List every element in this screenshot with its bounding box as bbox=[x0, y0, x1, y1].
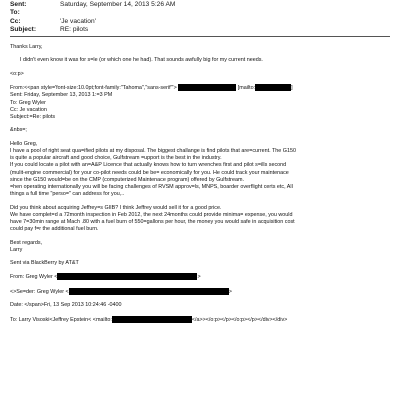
to-line: To: Greg Wyler bbox=[10, 99, 46, 106]
sent-label: Sent: bbox=[10, 0, 27, 8]
sender-line bbox=[10, 288, 392, 296]
paragraph-line: =hen operating internationally you will be facing challenges of RVSM approv=ls, MNPS, boarder overflight certs etc, All bbox=[10, 183, 293, 190]
header-divider bbox=[10, 36, 390, 37]
paragraph-line: have 7=30min range at Mach .80 with a fuel burn of 550=gallons per hour, the money you would safe in acquisition cost bbox=[10, 218, 295, 225]
paragraph-line: things a full time "perso=" can address for you,.. bbox=[10, 191, 125, 198]
from-suffix: ] bbox=[291, 85, 293, 92]
to-label: To: bbox=[10, 9, 20, 17]
paragraph-line: I have a pool of right seat qua=ified pilots at my disposal. The biggest challange is find pilots that are=current. The G150 bbox=[10, 147, 296, 154]
op-tag: <o:p> bbox=[10, 70, 24, 77]
hello-line: Hello Greg, bbox=[10, 140, 38, 147]
nbsp-line: &nbs=; bbox=[10, 127, 27, 134]
subject-value: RE: pilots bbox=[60, 26, 89, 34]
paragraph-1 bbox=[10, 148, 392, 198]
from-line bbox=[10, 84, 392, 92]
from2-line bbox=[10, 273, 392, 281]
from2-prefix: From: Greg Wyler < bbox=[10, 274, 58, 281]
sender-prefix: <>Se=der: Greg Wyler < bbox=[10, 288, 69, 295]
to2-line bbox=[10, 316, 392, 324]
subject-line: Subject:=Re: pilots bbox=[10, 113, 56, 120]
cc-value: 'Je vacation' bbox=[60, 17, 96, 25]
paragraph-line: could pay f=r the additional fuel burn. bbox=[10, 226, 99, 233]
greeting: Thanks Larry, bbox=[10, 44, 43, 50]
paragraph-2 bbox=[10, 205, 392, 234]
regards-line: Best regards, bbox=[10, 239, 43, 246]
date-line: Date: </span>Fri, 13 Sep 2013 10:24:46 -0400 bbox=[10, 302, 122, 309]
subject-label: Subject: bbox=[10, 26, 37, 34]
email-header bbox=[10, 0, 390, 37]
sent-value: Saturday, September 14, 2013 5:26 AM bbox=[60, 0, 176, 8]
paragraph-line: Did you think about acquiring Jeffrey=s GIIB? I think Jeffrey would sell it for a good price. bbox=[10, 204, 222, 211]
signature-line: Larry bbox=[10, 246, 23, 253]
cc-line: Cc: Je vacation bbox=[10, 106, 47, 113]
redaction-block bbox=[178, 84, 236, 91]
to-row bbox=[10, 9, 390, 18]
from-mailto: [mailto: bbox=[237, 85, 256, 92]
reply-line: I didn't even know it was for s=le (or which one he had). That sounds awfully big for my current needs. bbox=[20, 57, 263, 64]
redaction-block bbox=[112, 316, 192, 323]
sent-row bbox=[10, 0, 390, 9]
subject-row bbox=[10, 26, 390, 35]
paragraph-line: We have complet=d a 72month inspection in Feb 2012, the next 24months could provide minima= expense, you would bbox=[10, 211, 293, 218]
email-body bbox=[10, 44, 392, 324]
cc-label: Cc: bbox=[10, 17, 21, 25]
sender-suffix: > bbox=[228, 288, 232, 295]
to2-prefix: To: Larry Visoski<Jeffrey Epstein< <mailto: bbox=[10, 316, 112, 323]
paragraph-line: since the G150 would=be on the CMP (computerized Maintenace program) offered by Gulfstream. bbox=[10, 176, 244, 183]
redaction-block bbox=[57, 273, 197, 280]
paragraph-line: If you could locate a pilot with an=A&P Licence that actually knows how to turn wrenches first and pilot s=ills second bbox=[10, 162, 287, 169]
from-prefix: From:<<pan style='font-size:10.0pt;font-family:"Tahoma","sans-serif"'> bbox=[10, 85, 177, 92]
sent-via-line: Sent via BlackBerry by AT&T bbox=[10, 260, 79, 267]
redaction-block bbox=[255, 84, 291, 91]
sent-line: Sent: Friday, September 13, 2013 1:=3 PM bbox=[10, 92, 113, 99]
redaction-block bbox=[69, 288, 229, 295]
paragraph-line: (mulit-engine commercial) for your co-pilot needs could be be= economically for you. He could track your maintenace bbox=[10, 169, 289, 176]
paragraph-line: is quite a popular aircraft and good choice, Gulfstream =upport is the best in the industry. bbox=[10, 155, 222, 162]
to2-suffix: </a>></o:p></p></o:p></p></div></div> bbox=[191, 316, 288, 323]
cc-row bbox=[10, 17, 390, 26]
from2-suffix: > bbox=[197, 274, 201, 281]
